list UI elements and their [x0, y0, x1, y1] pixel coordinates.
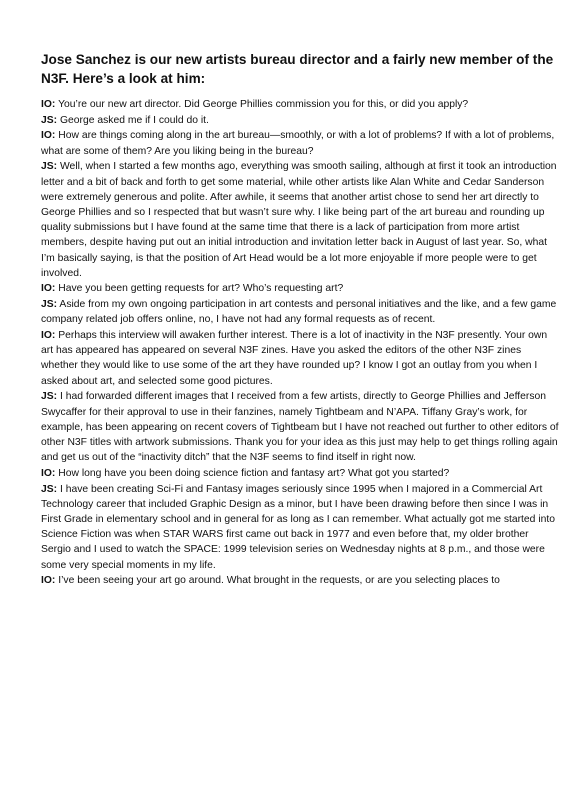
- turn-text: I had forwarded different images that I received from a few artists, directly to George Phillies and Jefferson Swycaffer for their approval to use in their fanzines, namely Tightbeam and N’APA. Tiffany Gray’s work, for example, has been appearing on recent covers of Tightbeam but I have not reached out further to other editors of other N3F titles with artwork submissions. Thank you for your idea as this just may help to get things rolling again and get us out of the “inactivity ditch” that the N3F seems to find itself in right now.: [41, 391, 559, 464]
- speaker-label: IO:: [41, 99, 56, 110]
- interviewer-turn: [41, 466, 559, 481]
- turn-text: Perhaps this interview will awaken further interest. There is a lot of inactivity in the N3F presently. Your own art has appeared has appeared on several N3F zines. Have you asked the editors of the other N3F zines whether they would like to use some of the art they have rounded up? I know I got an outlay from you when I asked about art, and selected some good pictures.: [41, 330, 548, 387]
- interview-body: [41, 97, 559, 589]
- turn-text: You’re our new art director. Did George Phillies commission you for this, or did you apply?: [58, 99, 469, 110]
- interviewee-turn: [41, 159, 559, 281]
- speaker-label: IO:: [41, 330, 56, 342]
- interviewee-turn: [41, 482, 559, 573]
- interviewee-turn: [41, 113, 559, 128]
- speaker-label: JS:: [41, 483, 58, 495]
- interviewee-turn: [41, 389, 559, 465]
- speaker-label: IO:: [41, 283, 56, 295]
- speaker-label: JS:: [41, 391, 58, 403]
- speaker-label: JS:: [41, 114, 58, 126]
- speaker-label: IO:: [41, 130, 56, 142]
- interviewer-turn: [41, 97, 559, 112]
- turn-text: How long have you been doing science fiction and fantasy art? What got you started?: [58, 467, 450, 479]
- speaker-label: JS:: [41, 299, 58, 311]
- turn-text: How are things coming along in the art bureau—smoothly, or with a lot of problems? If with a lot of problems, what are some of them? Are you liking being in the bureau?: [41, 130, 555, 157]
- turn-text: George asked me if I could do it.: [59, 114, 209, 126]
- interviewee-turn: [41, 297, 559, 327]
- turn-text: Well, when I started a few months ago, everything was smooth sailing, although at first it took an introduction letter and a bit of back and forth to get some material, while other artists like Alan White and Cedar Sanderson were extremely generous and polite. After awhile, it seems that another artist chose to send her art directly to George Phillies and so I respected that but wasn’t sure why. I like being part of the art bureau and rounding up quality submissions but I have found at the same time that there is a lack of participation from more artist members, despite having put out an initial introduction and invitation letter back in August of last year. So, what I’m basically saying, is that the position of Art Head would be a lot more enjoyable if more people were to get involved.: [41, 161, 557, 279]
- interviewer-turn: [41, 328, 559, 389]
- turn-text: I’ve been seeing your art go around. What brought in the requests, or are you selecting places to: [58, 575, 500, 587]
- turn-text: I have been creating Sci-Fi and Fantasy images seriously since 1995 when I majored in a Commercial Art Technology career that included Graphic Design as a minor, but I have been drawing before then since I was in First Grade in elementary school and in general for as long as I can remember. What actually got me started into Science Fiction was when STAR WARS first came out back in 1977 and even before that, my older brother Sergio and I used to watch the SPACE: 1999 television series on Wednesday nights at 8 p.m., and those were some very special moments in my life.: [41, 483, 555, 571]
- interviewer-turn: [41, 281, 559, 296]
- turn-text: Aside from my own ongoing participation in art contests and personal initiatives and the like, and a few game company related job offers online, no, I have not had any formal requests as of recent.: [41, 299, 557, 326]
- speaker-label: IO:: [41, 575, 56, 587]
- interviewer-turn: [41, 573, 559, 588]
- turn-text: Have you been getting requests for art? Who’s requesting art?: [58, 283, 344, 295]
- speaker-label: JS:: [41, 161, 58, 173]
- interviewer-turn: [41, 128, 559, 158]
- article-headline: Jose Sanchez is our new artists bureau director and a fairly new member of the N3F. Here’s a look at him:: [41, 52, 554, 86]
- speaker-label: IO:: [41, 467, 56, 479]
